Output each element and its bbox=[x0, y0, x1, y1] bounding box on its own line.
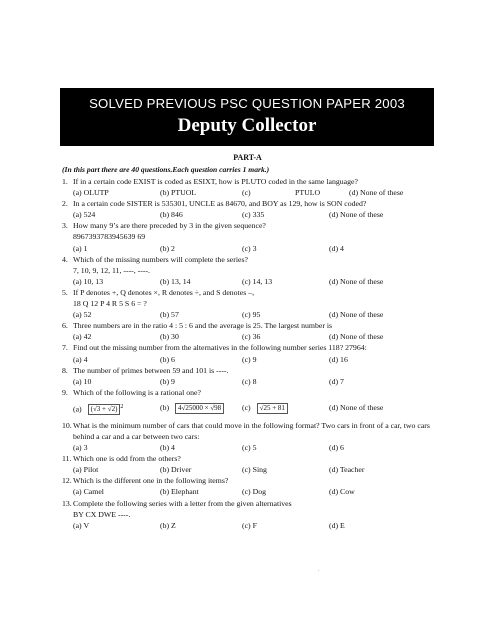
option-a: (a) Pilot bbox=[73, 465, 99, 475]
expression: 18 Q 12 P 4 R 5 S 6 = ? bbox=[73, 299, 147, 309]
option-c: (c) 5 bbox=[242, 443, 257, 453]
option-d: (d) 7 bbox=[329, 376, 344, 386]
question-list bbox=[62, 176, 442, 531]
question-4 bbox=[62, 254, 442, 287]
options-row bbox=[73, 376, 442, 387]
option-a: (a) 3 bbox=[73, 443, 88, 453]
option-a: (a) V bbox=[73, 520, 90, 530]
question-text: If P denotes +, Q denotes ×, R denotes ÷, and S denotes –, bbox=[73, 287, 255, 297]
option-b bbox=[160, 402, 224, 414]
option-c: (c) 14, 13 bbox=[242, 276, 273, 286]
paper-title: SOLVED PREVIOUS PSC QUESTION PAPER 2003 bbox=[89, 96, 405, 111]
question-number: 11. bbox=[62, 454, 72, 464]
option-c: (c) 335 bbox=[242, 210, 265, 220]
question-number: 8. bbox=[62, 365, 68, 375]
option-a: (a) 524 bbox=[73, 210, 96, 220]
question-text: If in a certain code EXIST is coded as ESIXT, how is PLUTO coded in the same language? bbox=[73, 177, 358, 186]
exponent: 2 bbox=[120, 403, 124, 410]
question-number: 13. bbox=[62, 498, 72, 508]
option-c: (c) Sing bbox=[242, 465, 267, 475]
question-2 bbox=[62, 198, 442, 220]
question-number: 4. bbox=[62, 254, 68, 264]
question-text: Which is the different one in the following items? bbox=[73, 476, 229, 486]
question-text: How many 9’s are there preceded by 3 in the given sequence? bbox=[73, 221, 266, 231]
question-number: 5. bbox=[62, 287, 68, 297]
question-number: 1. bbox=[62, 177, 68, 186]
option-a: (a) 1 bbox=[73, 243, 88, 253]
options-row bbox=[73, 331, 442, 342]
option-label: (a) bbox=[73, 404, 82, 414]
question-text: In a certain code SISTER is 535301, UNCLE as 84670, and BOY as 129, how is SON coded? bbox=[73, 199, 367, 209]
question-text: Complete the following series with a letter from the given alternatives bbox=[73, 498, 292, 508]
option-d: (d) None of these bbox=[349, 188, 404, 198]
question-number: 2. bbox=[62, 199, 68, 209]
option-c: (c) 3 bbox=[242, 243, 257, 253]
question-6 bbox=[62, 320, 442, 342]
options-row bbox=[73, 243, 442, 254]
option-label: (c) bbox=[242, 402, 251, 412]
option-c: (c) 8 bbox=[242, 376, 257, 386]
option-d: (d) 6 bbox=[329, 443, 344, 453]
option-a: (a) 52 bbox=[73, 310, 92, 320]
question-8 bbox=[62, 365, 442, 387]
options-row bbox=[73, 209, 442, 220]
option-b: (b) Driver bbox=[160, 465, 192, 475]
options-row bbox=[73, 442, 442, 453]
question-11 bbox=[62, 453, 442, 475]
option-a: (a) 10, 13 bbox=[73, 276, 104, 286]
option-label: (b) bbox=[160, 402, 170, 412]
option-a: (a) 10 bbox=[73, 376, 92, 386]
question-text: Which of the following is a rational one? bbox=[73, 387, 201, 397]
question-text: What is the minimum number of cars that could move in the following format? Two cars in front of a car, two cars behind a car and a car between two cars: bbox=[73, 420, 430, 441]
question-5 bbox=[62, 287, 442, 320]
option-c: (c) 36 bbox=[242, 332, 261, 342]
option-b: (b) 6 bbox=[160, 354, 175, 364]
option-c: (c) F bbox=[242, 520, 257, 530]
footer-mark: . bbox=[318, 568, 320, 573]
option-d: (d) None of these bbox=[329, 276, 384, 286]
number-sequence: 8967393783945639 69 bbox=[73, 232, 146, 242]
option-c: (c) Dog bbox=[242, 487, 267, 497]
question-number: 7. bbox=[62, 343, 68, 353]
option-d: (d) None of these bbox=[329, 310, 384, 320]
option-b: (b) Elephant bbox=[160, 487, 199, 497]
question-number: 10. bbox=[62, 420, 72, 430]
option-d: (d) Teacher bbox=[329, 465, 365, 475]
options-row bbox=[73, 464, 442, 475]
question-3 bbox=[62, 220, 442, 253]
option-b: (b) 9 bbox=[160, 376, 175, 386]
option-b: (b) 846 bbox=[160, 210, 183, 220]
option-d: (d) 4 bbox=[329, 243, 344, 253]
question-7 bbox=[62, 342, 442, 364]
options-row bbox=[73, 187, 442, 198]
question-10 bbox=[62, 420, 442, 453]
option-b: (b) Z bbox=[160, 520, 176, 530]
option-d: (d) 16 bbox=[329, 354, 348, 364]
instructions: (In this part there are 40 questions.Each question carries 1 mark.) bbox=[62, 165, 270, 174]
option-b: (b) 57 bbox=[160, 310, 179, 320]
question-text: Which one is odd from the others? bbox=[73, 454, 181, 464]
option-c: (c) 9 bbox=[242, 354, 257, 364]
option-a bbox=[73, 402, 123, 415]
question-1 bbox=[62, 176, 442, 198]
question-text: Which of the missing numbers will complete the series? bbox=[73, 254, 248, 264]
question-text: The number of primes between 59 and 101 is ----. bbox=[73, 365, 229, 375]
option-d: (d) E bbox=[329, 520, 345, 530]
letter-series: BY CX DWE ----. bbox=[73, 509, 131, 519]
math-expression: 4√25000 × √98 bbox=[175, 403, 224, 414]
option-a: (a) OLUTP bbox=[73, 188, 109, 198]
options-row bbox=[73, 398, 442, 420]
options-row bbox=[73, 486, 442, 497]
number-series: 7, 10, 9, 12, 11, ----, ----. bbox=[73, 265, 151, 275]
question-text: Three numbers are in the ratio 4 : 5 : 6 and the average is 25. The largest number is bbox=[73, 321, 333, 331]
question-text: Find out the missing number from the alternatives in the following number series 118? 27964: bbox=[73, 343, 367, 353]
option-d: (d) None of these bbox=[329, 402, 384, 412]
question-13 bbox=[62, 498, 442, 531]
option-c bbox=[242, 402, 288, 414]
math-expression: √25 + 81 bbox=[257, 403, 288, 414]
option-c: (c) bbox=[242, 188, 251, 198]
option-b: (b) 2 bbox=[160, 243, 175, 253]
option-c-value: PTULO bbox=[295, 188, 321, 198]
title-banner bbox=[60, 88, 434, 146]
options-row bbox=[73, 276, 442, 287]
question-number: 3. bbox=[62, 221, 68, 231]
part-heading: PART-A bbox=[233, 153, 262, 162]
option-d: (d) Cow bbox=[329, 487, 355, 497]
options-row bbox=[73, 309, 442, 320]
option-a: (a) 4 bbox=[73, 354, 88, 364]
option-b: (b) PTUOL bbox=[160, 188, 197, 198]
options-row bbox=[73, 354, 442, 365]
option-a: (a) 42 bbox=[73, 332, 92, 342]
option-b: (b) 13, 14 bbox=[160, 276, 191, 286]
option-a: (a) Camel bbox=[73, 487, 104, 497]
question-number: 9. bbox=[62, 387, 68, 397]
option-b: (b) 4 bbox=[160, 443, 175, 453]
option-b: (b) 30 bbox=[160, 332, 179, 342]
question-number: 12. bbox=[62, 476, 72, 486]
question-12 bbox=[62, 475, 442, 497]
option-c: (c) 95 bbox=[242, 310, 261, 320]
options-row bbox=[73, 520, 442, 531]
math-expression: (√3 + √2) bbox=[88, 404, 121, 415]
option-d: (d) None of these bbox=[329, 210, 384, 220]
question-number: 6. bbox=[62, 321, 68, 331]
question-9 bbox=[62, 387, 442, 420]
option-d: (d) None of these bbox=[329, 332, 384, 342]
paper-subtitle: Deputy Collector bbox=[177, 115, 317, 136]
